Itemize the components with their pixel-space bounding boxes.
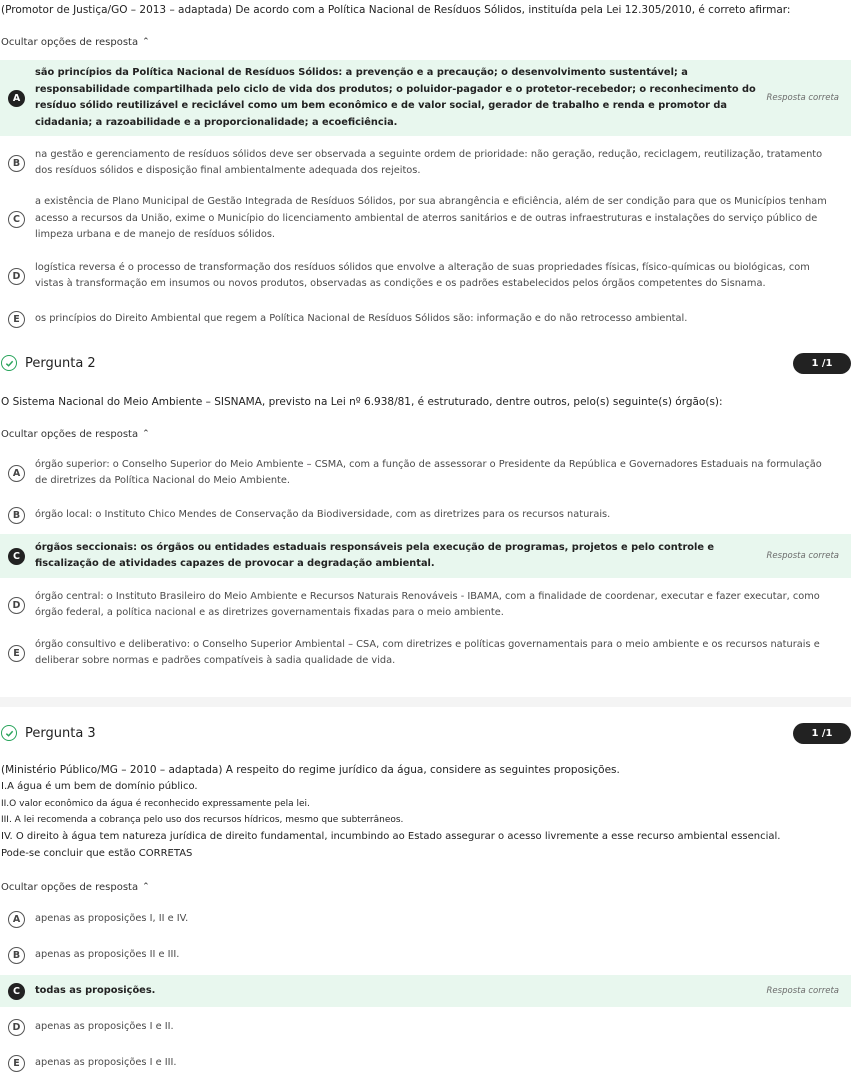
question-2-header [0, 351, 851, 375]
option-text: apenas as proposições I, II e IV. [35, 912, 189, 924]
answer-option-b[interactable] [0, 146, 851, 180]
option-text: órgão local: o Instituto Chico Mendes de Conservação da Biodiversidade, com as diretrizes para os recursos naturais. [35, 508, 611, 520]
question-3-prompt-line: I.A água é um bem de domínio público. [1, 781, 198, 792]
option-text: órgão central: o Instituto Brasileiro do Meio Ambiente e Recursos Naturais Renováveis - IBAMA, com a finalidade de coordenar, executar e fazer executar, como órgão federal, a política nacional e as diretrizes governamentais fixadas para o meio ambiente. [35, 590, 820, 618]
hide-options-label: Ocultar opções de resposta [1, 37, 139, 48]
option-text: são princípios da Política Nacional de Resíduos Sólidos: a prevenção e a precaução; o desenvolvimento sustentável; a responsabilidade compartilhada pelo ciclo de vida dos produtos; o poluidor-pagador e o protetor-recebedor; o reconhecimento do resíduo sólido reutilizável e reciclável como um bem econômico e de valor social, gerador de trabalho e renda e promotor da cidadania; a razoabilidade e a proporcionalidade; a ecoeficiência. [35, 67, 756, 128]
hide-options-label: Ocultar opções de resposta [1, 882, 139, 893]
answer-option-e[interactable] [0, 1052, 851, 1074]
answer-option-a[interactable] [0, 455, 851, 491]
option-letter: B [8, 507, 25, 524]
option-text: logística reversa é o processo de transformação dos resíduos sólidos que envolve a alteração de suas propriedades físicas, físico-químicas ou biológicas, com vistas à transformação em insumos ou novos produtos, observadas as condições e os padrões estabelecidos pelos órgãos competentes do Sisnama. [35, 261, 810, 289]
correct-answer-label: Resposta correta [766, 93, 839, 103]
question-3-prompt-line: III. A lei recomenda a cobrança pelo uso dos recursos hídricos, mesmo que subterrâneos. [1, 815, 404, 825]
option-letter: A [8, 465, 25, 482]
question-3-header [0, 721, 851, 745]
option-text: órgãos seccionais: os órgãos ou entidades estaduais responsáveis pela execução de programas, projetos e pelo controle e fiscalização de atividades capazes de provocar a degradação ambiental. [35, 541, 715, 569]
option-letter: B [8, 155, 25, 172]
option-letter: B [8, 947, 25, 964]
score-badge: 1 /1 [793, 353, 851, 374]
answer-option-d[interactable] [0, 1016, 851, 1038]
correct-answer-label: Resposta correta [766, 986, 839, 996]
answer-option-d[interactable] [0, 587, 851, 623]
answer-option-b[interactable] [0, 504, 851, 526]
chevron-up-icon: ⌃ [142, 428, 150, 439]
answer-option-c[interactable] [0, 194, 851, 244]
option-letter: A [8, 90, 25, 107]
chevron-up-icon: ⌃ [142, 881, 150, 892]
answer-option-e[interactable] [0, 635, 851, 671]
answer-option-a[interactable] [0, 60, 851, 136]
hide-options-toggle[interactable] [1, 429, 150, 440]
question-3-prompt-line: Pode-se concluir que estão CORRETAS [1, 848, 193, 859]
option-letter: E [8, 311, 25, 328]
correct-answer-label: Resposta correta [766, 551, 839, 561]
check-circle-icon [1, 725, 17, 741]
option-letter: E [8, 645, 25, 662]
question-3-prompt-line: II.O valor econômico da água é reconhecido expressamente pela lei. [1, 799, 310, 809]
option-text: apenas as proposições II e III. [35, 948, 180, 960]
option-text: na gestão e gerenciamento de resíduos sólidos deve ser observada a seguinte ordem de prioridade: não geração, redução, reciclagem, reutilização, tratamento dos resíduos sólidos e disposição final ambientalmente adequada dos rejeitos. [35, 148, 823, 176]
hide-options-toggle[interactable] [1, 37, 150, 48]
hide-options-label: Ocultar opções de resposta [1, 429, 139, 440]
section-divider [0, 697, 851, 707]
question-3-prompt-line: IV. O direito à água tem natureza jurídica de direito fundamental, incumbindo ao Estado assegurar o acesso livremente a esse recurso ambiental essencial. [1, 831, 781, 842]
hide-options-toggle[interactable] [1, 882, 150, 893]
option-letter: D [8, 268, 25, 285]
option-text: apenas as proposições I e II. [35, 1020, 174, 1032]
question-2-prompt: O Sistema Nacional do Meio Ambiente – SISNAMA, previsto na Lei nº 6.938/81, é estruturado, dentre outros, pelo(s) seguinte(s) órgão(s): [1, 396, 723, 408]
score-badge: 1 /1 [793, 723, 851, 744]
option-text: órgão consultivo e deliberativo: o Conselho Superior Ambiental – CSA, com diretrizes e políticas governamentais para o meio ambiente e os recursos naturais e deliberar sobre normas e padrões compatíveis à sadia qualidade de vida. [35, 638, 820, 666]
option-letter: A [8, 911, 25, 928]
option-letter: C [8, 211, 25, 228]
option-text: órgão superior: o Conselho Superior do Meio Ambiente – CSMA, com a função de assessorar o Presidente da República e Governadores Estaduais na formulação de diretrizes da Política Nacional do Meio Ambiente. [35, 458, 822, 486]
check-circle-icon [1, 355, 17, 371]
option-text: os princípios do Direito Ambiental que regem a Política Nacional de Resíduos Sólidos são: informação e do não retrocesso ambiental. [35, 312, 688, 324]
question-title: Pergunta 2 [25, 355, 96, 371]
chevron-up-icon: ⌃ [142, 36, 150, 47]
option-letter: D [8, 1019, 25, 1036]
answer-option-d[interactable] [0, 258, 851, 294]
option-text: a existência de Plano Municipal de Gestão Integrada de Resíduos Sólidos, por sua abrangência e eficiência, além de ser condição para que os Municípios tenham acesso a recursos da União, exime o Município do licenciamento ambiental de aterros sanitários e de outras infraestruturas e instalações do serviço público de limpeza urbana e de manejo de resíduos sólidos. [35, 196, 827, 241]
answer-option-e[interactable] [0, 308, 851, 330]
option-text: apenas as proposições I e III. [35, 1056, 177, 1068]
option-text: todas as proposições. [35, 984, 156, 996]
option-letter: C [8, 548, 25, 565]
answer-option-c[interactable] [0, 534, 851, 578]
question-1-prompt: (Promotor de Justiça/GO – 2013 – adaptada) De acordo com a Política Nacional de Resíduos Sólidos, instituída pela Lei 12.305/2010, é correto afirmar: [1, 4, 791, 16]
question-3-prompt-line: (Ministério Público/MG – 2010 – adaptada) A respeito do regime jurídico da água, considere as seguintes proposições. [1, 764, 620, 776]
question-title: Pergunta 3 [25, 725, 96, 741]
option-letter: E [8, 1055, 25, 1072]
answer-option-b[interactable] [0, 944, 851, 966]
option-letter: D [8, 597, 25, 614]
answer-option-c[interactable] [0, 975, 851, 1007]
answer-option-a[interactable] [0, 908, 851, 930]
option-letter: C [8, 983, 25, 1000]
